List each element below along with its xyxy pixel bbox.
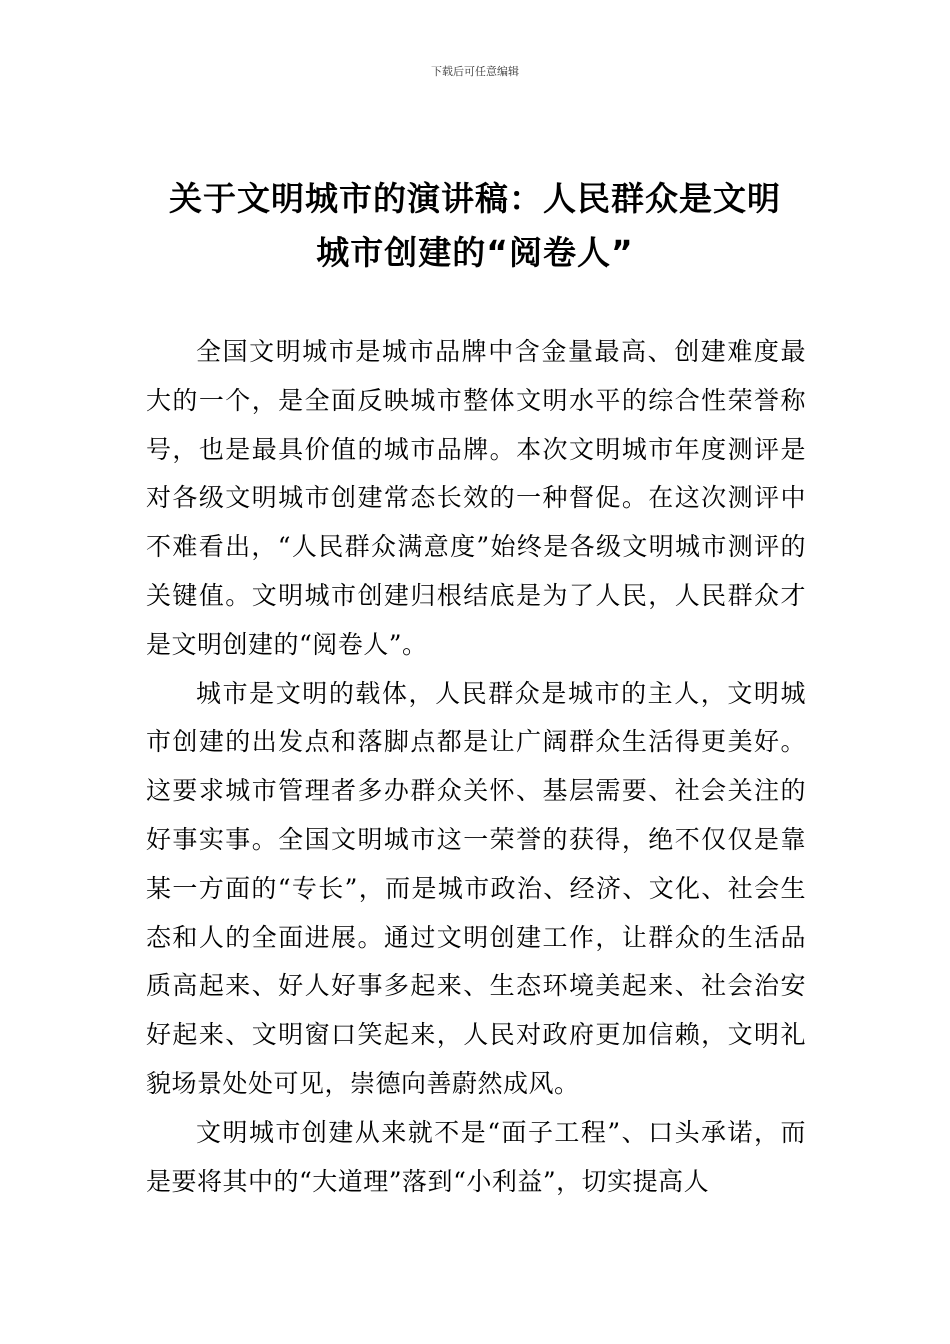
title-line-1: 关于文明城市的演讲稿：人民群众是文明	[169, 179, 781, 218]
header-note: 下载后可任意编辑	[431, 65, 519, 78]
paragraph-2: 城市是文明的载体，人民群众是城市的主人，文明城市创建的出发点和落脚点都是让广阔群众生活得更美好。这要求城市管理者多办群众关怀、基层需要、社会关注的好事实事。全国文明城市这一荣誉的获得，绝不仅仅是靠某一方面的“专长”，而是城市政治、经济、文化、社会生态和人的全面进展。通过文明创建工作，让群众的生活品质高起来、好人好事多起来、生态环境美起来、社会治安好起来、文明窗口笑起来，人民对政府更加信赖，文明礼貌场景处处可见，崇德向善蔚然成风。	[146, 678, 806, 1098]
document-title	[140, 172, 810, 280]
paragraph-1: 全国文明城市是城市品牌中含金量最高、创建难度最大的一个，是全面反映城市整体文明水平的综合性荣誉称号，也是最具价值的城市品牌。本次文明城市年度测评是对各级文明城市创建常态长效的一种督促。在这次测评中不难看出，“人民群众满意度”始终是各级文明城市测评的关键值。文明城市创建归根结底是为了人民，人民群众才是文明创建的“阅卷人”。	[146, 337, 806, 659]
paragraph-3: 文明城市创建从来就不是“面子工程”、口头承诺，而是要将其中的“大道理”落到“小利益”，切实提高人	[146, 1117, 806, 1196]
title-line-2: 城市创建的“阅卷人”	[316, 233, 634, 272]
document-body	[146, 328, 806, 1206]
